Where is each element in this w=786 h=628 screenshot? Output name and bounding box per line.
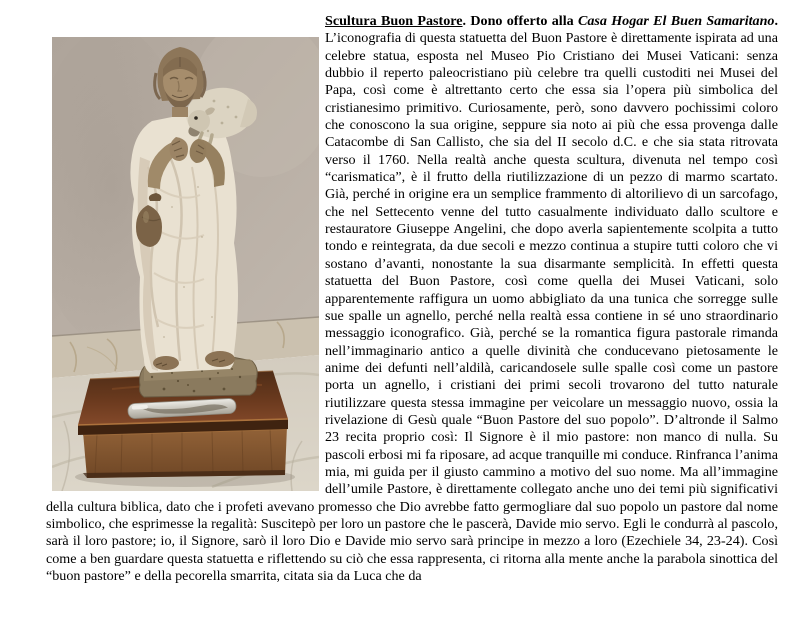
- dedication-lead: Dono offerto alla: [470, 13, 578, 29]
- article-heading: Scultura Buon Pastore: [325, 13, 463, 29]
- dedication-end: .: [774, 13, 779, 29]
- dedication-target: Casa Hogar El Buen Samaritano: [577, 13, 775, 29]
- heading-separator: .: [462, 13, 471, 29]
- article-body: L’iconografia di questa statuetta del Buon Pastore è direttamente ispirata ad una celebre statua, esposta nel Museo Pio Cristiano dei Musei Vaticani: senza dubbio il reperto paleocristiano più celebre tra quelli custoditi nei Musei del Papa, così come è altrettanto certo che essa sia l’opera più simbolica del cristianesimo primitivo. Curiosamente, però, sono davvero pochissimi coloro che conoscono la sua origine, seppure sia noto ai più che essa provenga dalle Catacombe di San Callisto, che sia del II secolo d.C. e che sia stata ritrovata verso il 1760. Nella realtà anche questa scultura, divenuta nel tempo così “carismatica”, è il frutto della riutilizzazione di un pezzo di marmo scartato. Già, perché in origine era un semplice frammento di altorilievo di un sarcofago, che nel Settecento venne del tutto casualmente individuato dallo scultore e restauratore Giuseppe Angelini, che dopo averla sapientemente scolpita a tutto tondo e reintegrata, da due secoli e mezzo continua a stupire tutti coloro che vi sostano d’avanti, nonostante la sua disarmante semplicità. In effetti questa statuetta del Buon Pastore, così come quella dei Musei Vaticani, solo apparentemente raffigura un uomo abbigliato da una tunica che sorregge sulle sue spalle un agnello, perché nella realtà essa contiene in sé uno straordinario messaggio iconografico. Già, perché se la romantica figura pastorale rimanda nell’immaginario antico a quelle divinità che conducevano pietosamente le anime dei defunti nell’aldilà, caricandosele sulle spalle così come un pastore porta un agnello, i cristiani dei primi secoli trovarono del tutto naturale riutilizzare questa stessa immagine per veicolare un messaggio nuovo, ossia la rivelazione di Gesù quale “Buon Pastore del suo popolo”. D’altronde il Salmo 23 recita proprio così: Il Signore è il mio pastore: non manco di nulla. Su pascoli erbosi mi fa riposare, ad acque tranquille mi conduce. Rinfranca l’anima mia, mi guida per il giusto cammino a motivo del suo nome. Ma all’immagine dell’umile Pastore, è direttamente collegato anche uno dei temi più significativi della cultura biblica, dato che i profeti avevano promesso che Dio avrebbe fatto germogliare dal suo popolo un pastore dal nome simbolico, che esprimesse la regalità: Suscitерò per loro un pastore che le pascerà, Davide mio servo. Egli le condurrà al pascolo, sarà il loro pastore; io, il Signore, sarò il loro Dio e Davide mio servo sarà principe in mezzo a loro (Ezechiele 34, 23-24). Così come a ben guardare questa statuetta e riflettendo su ciò che essa rappresenta, ci ritorna alla mente anche la parabola sinottica del “buon pastore” e della pecorella smarrita, citata sia da Luca che da: [46, 30, 778, 584]
- statue-photo-graphic: [52, 37, 319, 491]
- good-shepherd-statue-photo: [52, 37, 319, 491]
- article-paragraph: [46, 13, 778, 585]
